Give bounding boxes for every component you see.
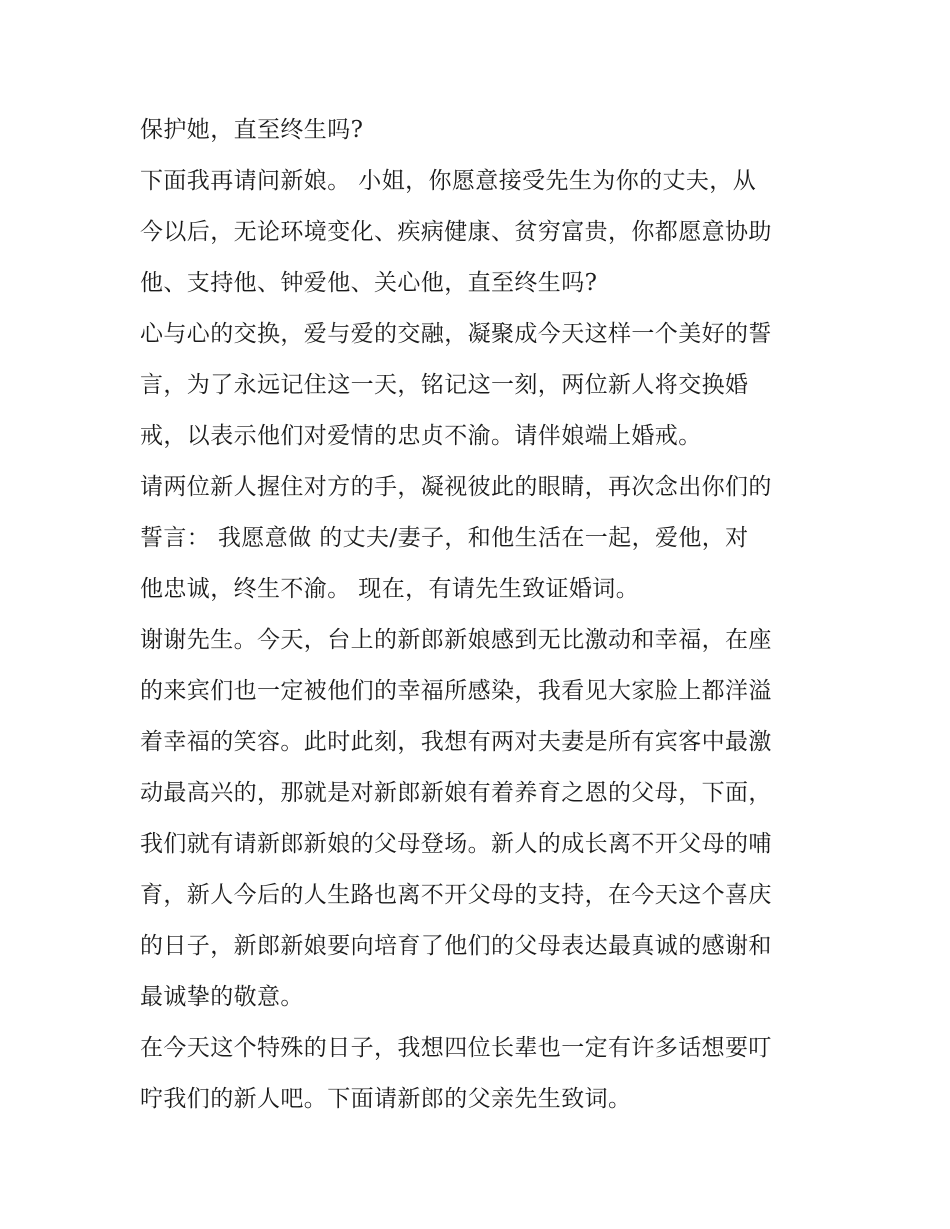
text-line: 今以后，无论环境变化、疾病健康、贫穷富贵，你都愿意协助 xyxy=(140,219,772,245)
text-line: 的日子，新郎新娘要向培育了他们的父母表达最真诚的感谢和 xyxy=(140,933,772,959)
text-line: 言，为了永远记住这一天，铭记这一刻，两位新人将交换婚 xyxy=(140,372,749,398)
text-line: 保护她，直至终生吗? xyxy=(140,117,364,143)
text-line: 育，新人今后的人生路也离不开父母的支持，在今天这个喜庆 xyxy=(140,882,772,908)
text-line: 他忠诚，终生不渝。 现在，有请先生致证婚词。 xyxy=(140,576,640,602)
text-line: 着幸福的笑容。此时此刻，我想有两对夫妻是所有宾客中最激 xyxy=(140,729,772,755)
text-line: 最诚挚的敬意。 xyxy=(140,984,304,1010)
text-line: 他、支持他、钟爱他、关心他，直至终生吗? xyxy=(140,270,598,296)
text-line: 咛我们的新人吧。下面请新郎的父亲先生致词。 xyxy=(140,1086,632,1112)
text-line: 誓言： 我愿意做 的丈夫/妻子，和他生活在一起，爱他，对 xyxy=(140,525,749,551)
text-line: 请两位新人握住对方的手，凝视彼此的眼睛，再次念出你们的 xyxy=(140,474,772,500)
text-line: 谢谢先生。今天，台上的新郎新娘感到无比激动和幸福，在座 xyxy=(140,627,772,653)
text-line: 下面我再请问新娘。 小姐，你愿意接受先生为你的丈夫，从 xyxy=(140,168,757,194)
text-line: 我们就有请新郎新娘的父母登场。新人的成长离不开父母的哺 xyxy=(140,831,772,857)
document-body xyxy=(140,105,820,1125)
text-line: 动最高兴的，那就是对新郎新娘有着养育之恩的父母，下面， xyxy=(140,780,772,806)
text-line: 戒，以表示他们对爱情的忠贞不渝。请伴娘端上婚戒。 xyxy=(140,423,702,449)
text-line: 心与心的交换，爱与爱的交融，凝聚成今天这样一个美好的誓 xyxy=(140,321,772,347)
text-line: 在今天这个特殊的日子，我想四位长辈也一定有许多话想要叮 xyxy=(140,1035,772,1061)
text-line: 的来宾们也一定被他们的幸福所感染，我看见大家脸上都洋溢 xyxy=(140,678,772,704)
